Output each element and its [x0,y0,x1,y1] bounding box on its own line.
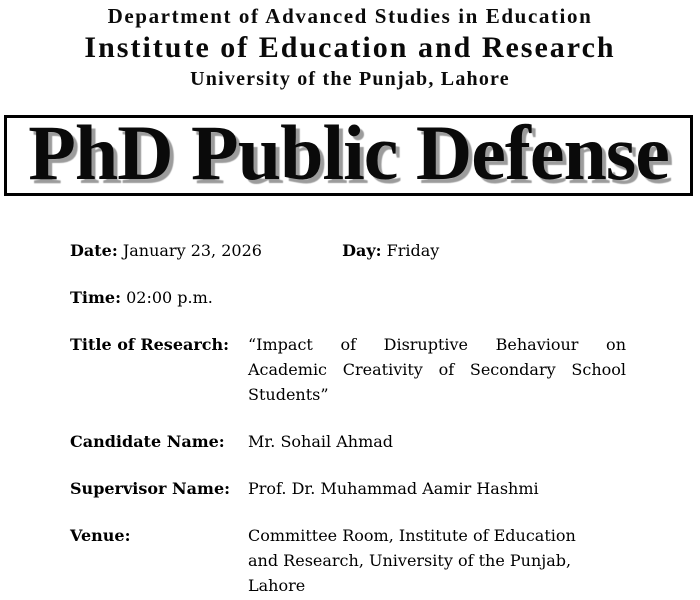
candidate-label: Candidate Name: [70,432,225,451]
supervisor-value: Prof. Dr. Muhammad Aamir Hashmi [248,479,539,498]
venue-value [248,523,626,598]
supervisor-label: Supervisor Name: [70,479,231,498]
banner-title: PhD Public Defense [28,108,669,196]
university-name: University of the Punjab, Lahore [190,68,510,90]
venue-line: Committee Room, Institute of Education [248,526,576,545]
venue-label: Venue: [70,526,131,545]
candidate-value: Mr. Sohail Ahmad [248,432,394,451]
date-label: Date: [70,241,118,260]
time-row [70,285,626,310]
day-value: Friday [386,241,440,260]
venue-row [70,523,626,598]
supervisor-row [70,476,626,501]
research-title-value [248,332,626,407]
research-title-row [70,332,626,407]
venue-line: Lahore [248,576,306,595]
day-label: Day: [342,241,382,260]
time-value: 02:00 p.m. [126,288,213,307]
time-label: Time: [70,288,121,307]
details-section [70,238,626,600]
document-header [0,0,700,92]
research-title-line: Students” [248,385,329,404]
day-field [337,241,439,260]
venue-line: and Research, University of the Punjab, [248,551,572,570]
department-name: Department of Advanced Studies in Education [107,4,593,28]
banner-box [4,108,693,196]
research-title-label: Title of Research: [70,335,230,354]
candidate-row [70,429,626,454]
research-title-line: Academic Creativity of Secondary School [248,360,626,379]
research-title-line: “Impact of Disruptive Behaviour on [248,335,626,354]
date-value: January 23, 2026 [122,241,262,260]
date-day-row [70,238,626,263]
date-field [70,238,337,263]
institute-name: Institute of Education and Research [84,31,616,64]
